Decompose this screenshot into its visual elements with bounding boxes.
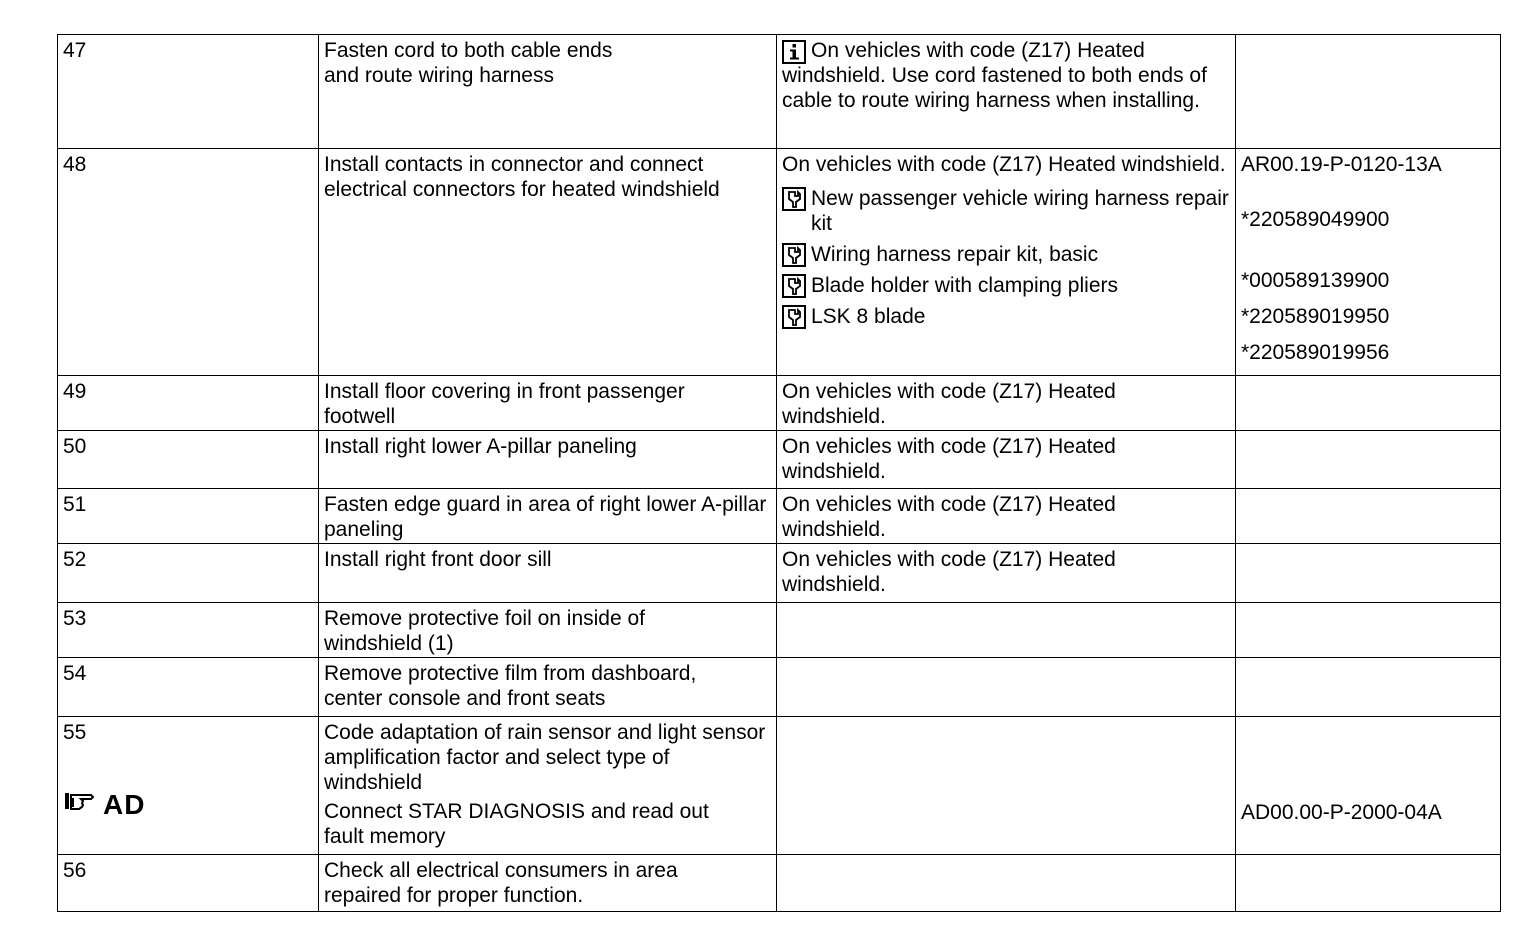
ad-label: AD <box>103 788 146 820</box>
reference-cell <box>1236 658 1501 717</box>
tool-number: *220589049900 <box>1241 208 1390 231</box>
operation-text: Remove protective foil on inside of windshield (1) <box>319 603 777 658</box>
note-cell <box>777 35 1236 149</box>
note-text: On vehicles with code (Z17) Heated windshield. <box>777 431 1236 489</box>
operation-text: Install right lower A-pillar paneling <box>319 431 777 489</box>
note-text: On vehicles with code (Z17) Heated windshield. <box>782 153 1226 176</box>
reference-cell <box>1236 717 1501 855</box>
table-row <box>58 658 1501 717</box>
reference-cell <box>1236 603 1501 658</box>
document-reference: AD00.00-P-2000-04A <box>1241 801 1442 824</box>
step-cell <box>58 717 319 855</box>
operation-text: Remove protective film from dashboard, center console and front seats <box>319 658 777 717</box>
operation-text: Check all electrical consumers in area repaired for proper function. <box>319 855 777 912</box>
special-tool-icon <box>782 187 806 211</box>
tool-number: *220589019956 <box>1241 341 1390 364</box>
table-row <box>58 717 1501 855</box>
table-row <box>58 35 1501 149</box>
note-text: On vehicles with code (Z17) Heated windshield. <box>777 544 1236 603</box>
procedure-table <box>57 34 1501 912</box>
step-number: 54 <box>58 658 319 717</box>
table-row <box>58 149 1501 376</box>
note-text <box>777 717 1236 855</box>
tool-item <box>782 242 1230 267</box>
reference-cell <box>1236 376 1501 431</box>
note-text: On vehicles with code (Z17) Heated windshield. <box>777 489 1236 544</box>
table-row <box>58 376 1501 431</box>
operation-cell <box>319 717 777 855</box>
reference-cell <box>1236 544 1501 603</box>
note-text: On vehicles with code (Z17) Heated windshield. Use cord fastened to both ends of cable to route wiring harness when installing. <box>782 39 1207 112</box>
table-row <box>58 544 1501 603</box>
operation-text: Install contacts in connector and connect electrical connectors for heated windshield <box>319 149 777 376</box>
tool-name: Blade holder with clamping pliers <box>811 274 1118 297</box>
note-text <box>777 855 1236 912</box>
step-number: 52 <box>58 544 319 603</box>
ad-marker <box>63 789 313 819</box>
step-number: 55 <box>63 721 87 744</box>
step-number: 56 <box>58 855 319 912</box>
special-tool-icon <box>782 274 806 298</box>
reference-cell <box>1236 431 1501 489</box>
special-tool-icon <box>782 243 806 267</box>
tool-item <box>782 304 1230 329</box>
tool-item <box>782 186 1230 236</box>
note-cell <box>777 149 1236 376</box>
table-row <box>58 431 1501 489</box>
reference-cell <box>1236 855 1501 912</box>
operation-text: Code adaptation of rain sensor and light sensor amplification factor and select type of windshield <box>324 721 766 794</box>
step-number: 49 <box>58 376 319 431</box>
ad-operation-text: Connect STAR DIAGNOSIS and read out fault memory <box>324 800 709 848</box>
step-number: 47 <box>58 35 319 149</box>
tool-name: New passenger vehicle wiring harness repair kit <box>811 187 1229 235</box>
step-number: 48 <box>58 149 319 376</box>
special-tool-icon <box>782 305 806 329</box>
operation-text: Install right front door sill <box>319 544 777 603</box>
tool-number: *220589019950 <box>1241 305 1390 328</box>
operation-text: Fasten cord to both cable ends and route wiring harness <box>319 35 777 149</box>
tool-item <box>782 273 1230 298</box>
step-number: 50 <box>58 431 319 489</box>
note-text <box>777 603 1236 658</box>
step-number: 51 <box>58 489 319 544</box>
note-text <box>777 658 1236 717</box>
step-number: 53 <box>58 603 319 658</box>
reference-cell <box>1236 149 1501 376</box>
tool-name: LSK 8 blade <box>811 305 926 328</box>
table-row <box>58 603 1501 658</box>
pointing-hand-icon <box>63 789 101 819</box>
note-text: On vehicles with code (Z17) Heated windshield. <box>777 376 1236 431</box>
tool-name: Wiring harness repair kit, basic <box>811 243 1099 266</box>
reference-cell <box>1236 489 1501 544</box>
table-row <box>58 489 1501 544</box>
info-icon <box>782 40 806 64</box>
operation-text: Install floor covering in front passenger footwell <box>319 376 777 431</box>
tool-number: *000589139900 <box>1241 269 1390 292</box>
operation-text: Fasten edge guard in area of right lower A-pillar paneling <box>319 489 777 544</box>
table-row <box>58 855 1501 912</box>
reference-cell <box>1236 35 1501 149</box>
document-reference: AR00.19-P-0120-13A <box>1241 153 1442 176</box>
